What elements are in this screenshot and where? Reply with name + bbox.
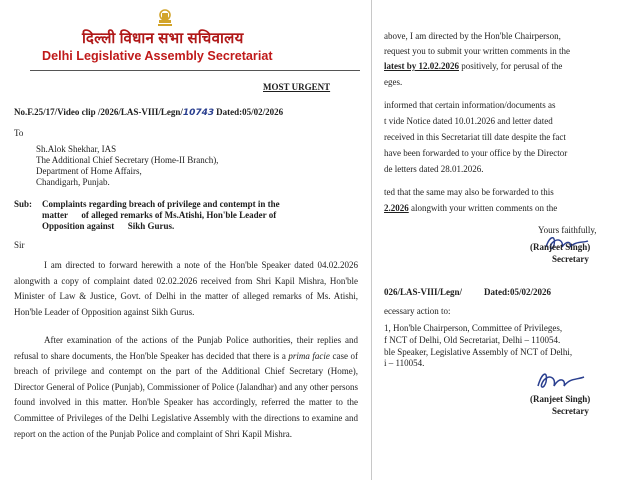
body-line: above, I am directed by the Hon'ble Chairperson,: [384, 31, 561, 41]
subject-line: Opposition against Sikh Gurus.: [42, 221, 175, 231]
copy-to-line: i – 110054.: [384, 358, 425, 368]
hindi-header: दिल्ली विधान सभा सचिवालय: [82, 31, 244, 47]
state-emblem-icon: [154, 6, 176, 28]
body-line: informed that certain information/documents as: [384, 100, 556, 110]
address-line: The Additional Chief Secretary (Home-II Branch),: [36, 155, 219, 165]
body-line: 2.2026 alongwith your written comments on the: [384, 203, 558, 213]
paragraph-1: I am directed to forward herewith a note of the Hon'ble Speaker dated 04.02.2026 alongwith a copy of complaint dated 02.02.2026 received from Shri Kapil Mishra, Hon'ble Minister of Law & Justice, Govt. of Delhi in the matter of alleged remarks of Ms. Atishi, Hon'ble Leader of Opposition against Sikh Gurus.: [14, 260, 358, 317]
necessary-action: ecessary action to:: [384, 306, 451, 316]
copy-to-line: ble Speaker, Legislative Assembly of NCT of Delhi,: [384, 347, 573, 357]
body-line: de letters dated 28.01.2026.: [384, 164, 484, 174]
closing: Yours faithfully,: [538, 225, 597, 235]
signatory-name: (Ranjeet Singh): [530, 242, 591, 252]
header-rule: [30, 70, 360, 71]
body-line: t vide Notice dated 10.01.2026 and letter dated: [384, 116, 553, 126]
signatory-name-2: (Ranjeet Singh): [530, 394, 591, 404]
ref-handwritten: 10743: [182, 108, 215, 118]
reference-number: [14, 107, 283, 119]
body-line: ted that the same may also be forwarded to this: [384, 187, 554, 197]
english-header: Delhi Legislative Assembly Secretariat: [42, 49, 273, 63]
body-line: request you to submit your written comments in the: [384, 46, 570, 56]
subject-line: matter of alleged remarks of Ms.Atishi, Hon'ble Leader of: [42, 210, 277, 220]
priority-label: MOST URGENT: [263, 82, 331, 92]
to-label: To: [14, 128, 24, 138]
paragraph-2: After examination of the actions of the Punjab Police authorities, their replies and refusal to share documents, the Hon'ble Speaker has decided that there is a prima facie case of breach of privilege and contempt on the part of the Additional Chief Secretary (Home), Director General of Police (Punjab), Commissioner of Police (Jalandhar) and any other persons found involved in this matter. Hon'ble Speaker has accordingly, referred the matter to the Committee of Privileges of the Delhi Legislative Assembly with the directions to examine and report on the action of the Punjab Police and complaint of Shri Kapil Mishra.: [14, 335, 358, 439]
body-line: have been forwarded to your office by the Director: [384, 148, 568, 158]
body-line: eges.: [384, 77, 403, 87]
copy-to-line: f NCT of Delhi, Old Secretariat, Delhi – 110054.: [384, 335, 561, 345]
reference-number-2: 026/LAS-VIII/Legn/ Dated:05/02/2026: [384, 287, 552, 297]
address-line: Department of Home Affairs,: [36, 166, 142, 176]
subject-line: Complaints regarding breach of privilege and contempt in the: [42, 199, 280, 209]
copy-to-line: 1, Hon'ble Chairperson, Committee of Privileges,: [384, 323, 563, 333]
address-line: Chandigarh, Punjab.: [36, 177, 110, 187]
letter-page-2: [372, 0, 640, 480]
body-line: received in this Secretariat till date despite the fact: [384, 132, 566, 142]
signatory-title: Secretary: [552, 254, 589, 264]
signature-icon: [532, 368, 592, 394]
body-line: latest by 12.02.2026 positively, for perusal of the: [384, 61, 563, 71]
ref-date: Dated:05/02/2026: [216, 107, 284, 117]
ref-prefix: No.F.25/17/Video clip /2026/LAS-VIII/Legn/: [14, 107, 183, 117]
salutation: Sir: [14, 240, 25, 250]
subject-label: Sub:: [14, 199, 33, 209]
signatory-title-2: Secretary: [552, 406, 589, 416]
address-line: Sh.Alok Shekhar, IAS: [36, 144, 117, 154]
